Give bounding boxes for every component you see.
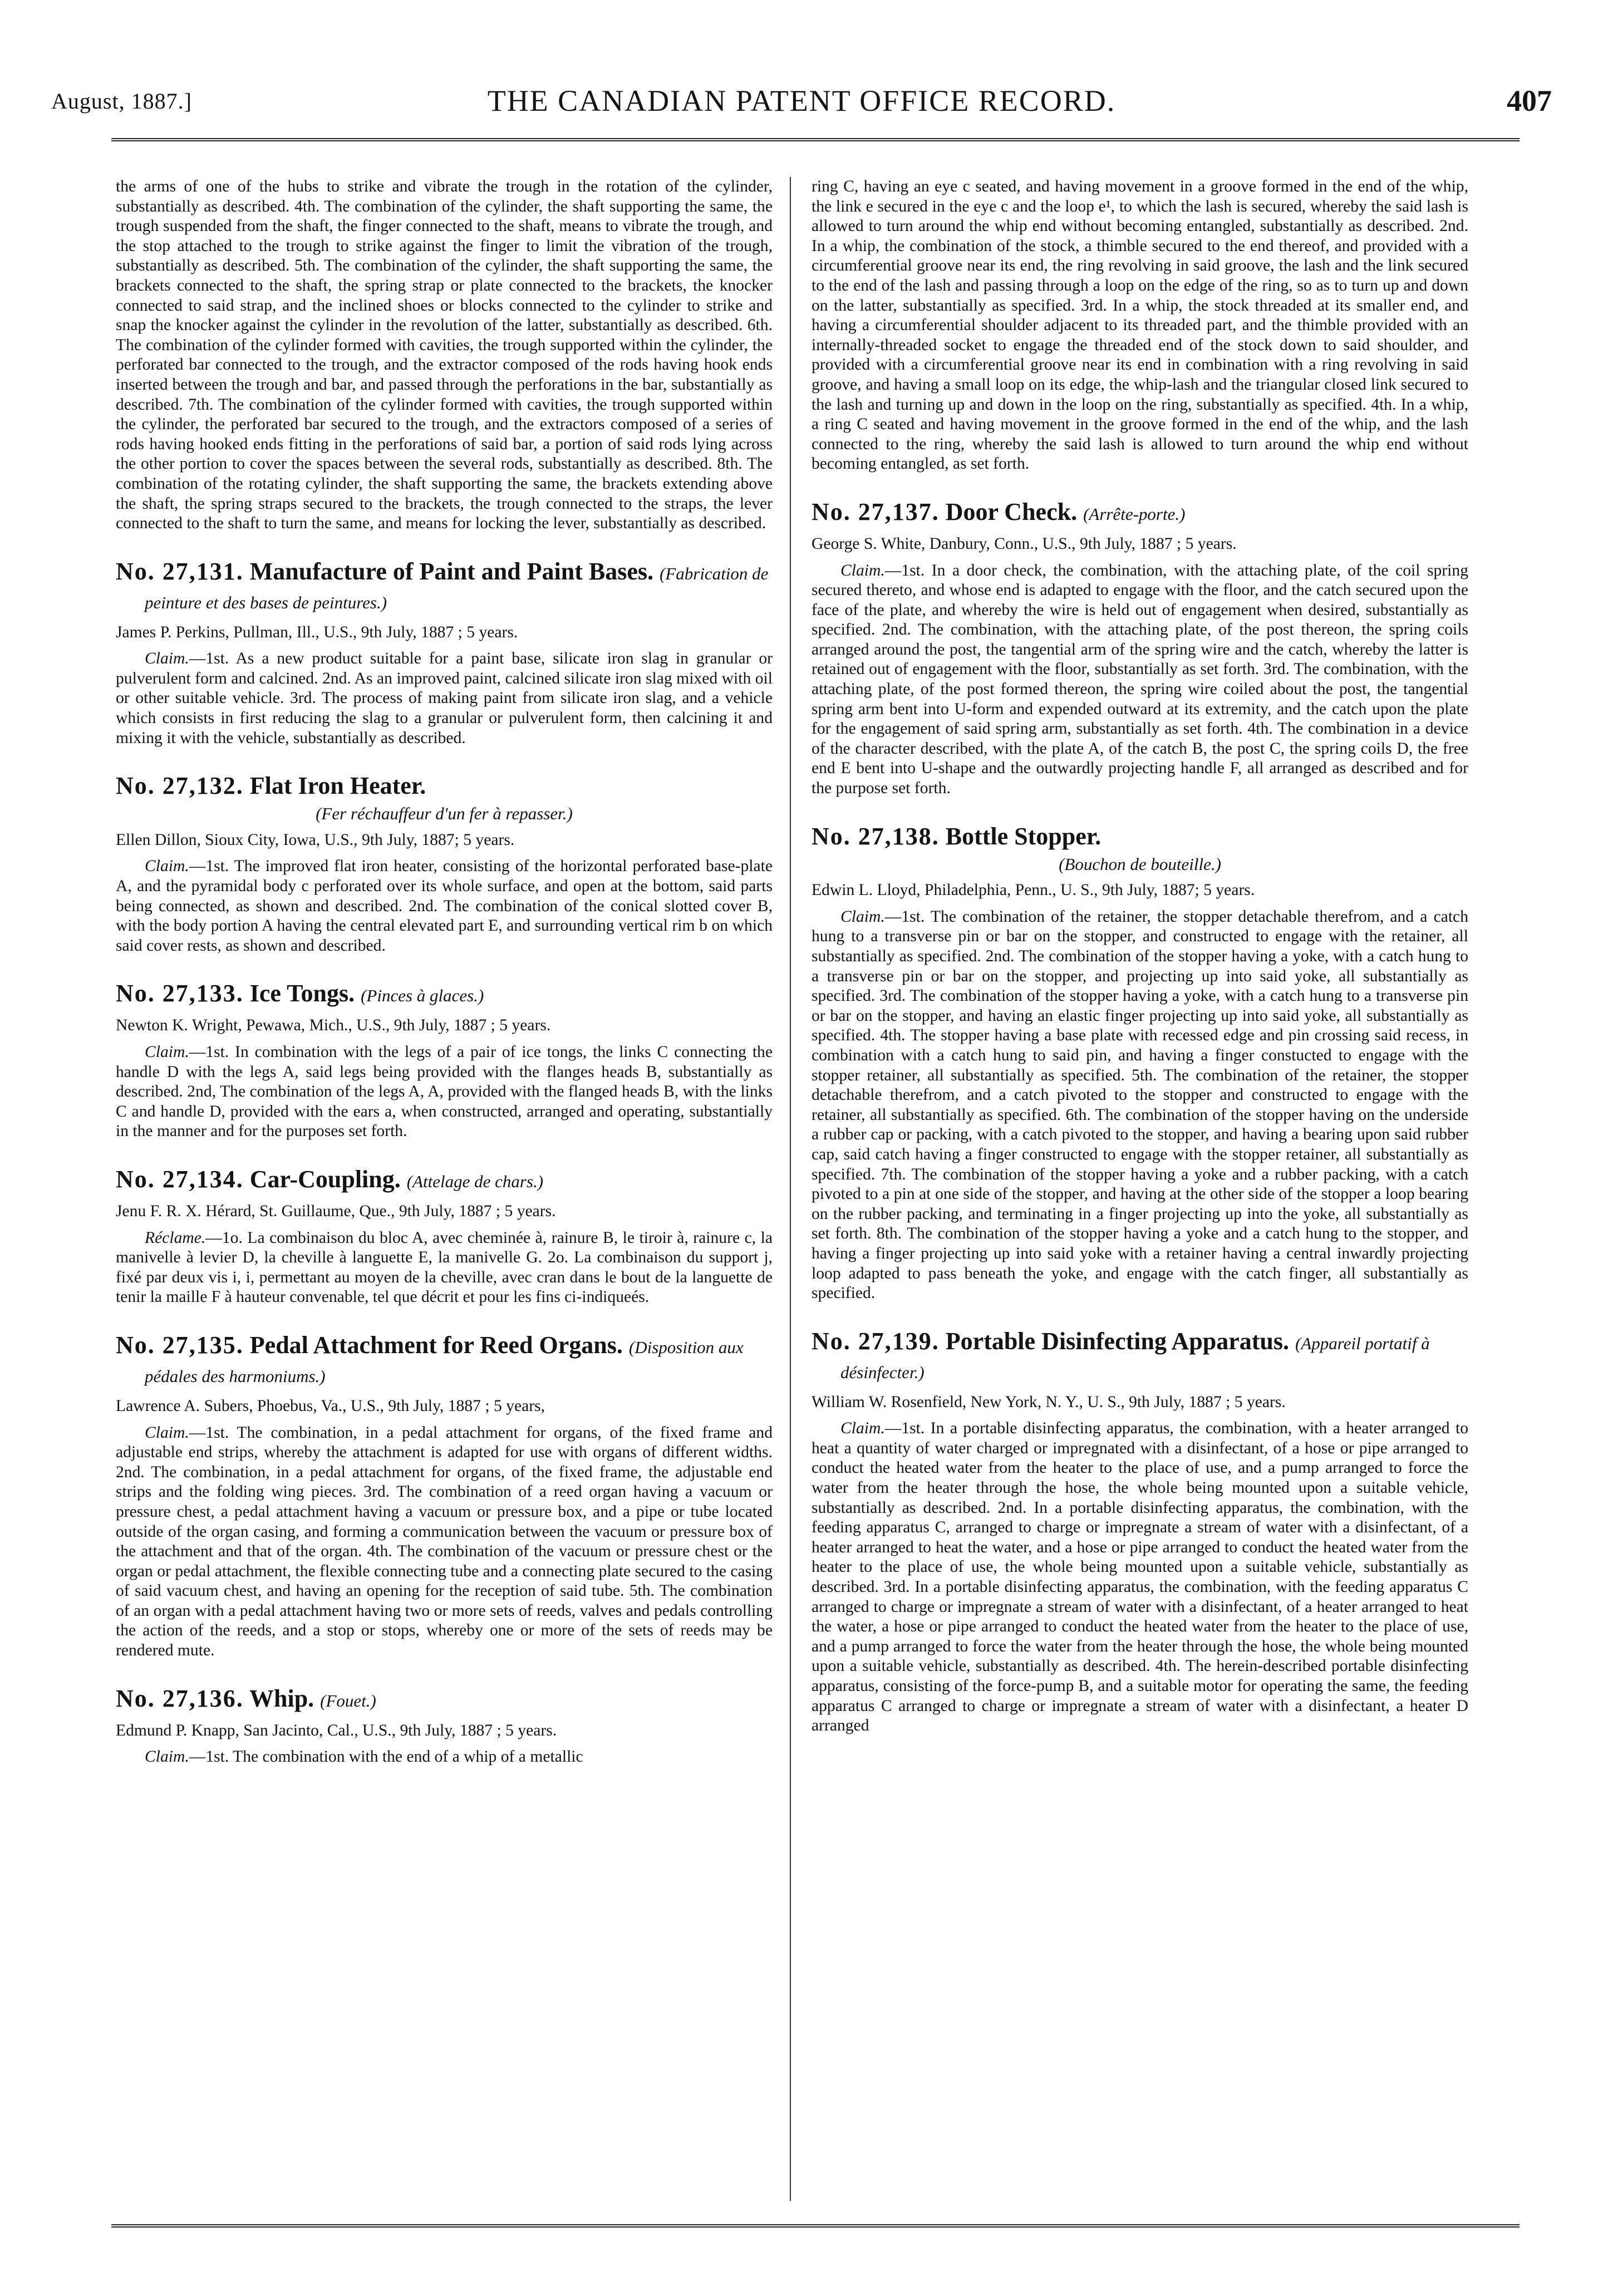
patent-number: No. 27,138. [812, 822, 940, 850]
patent-french-title: (Pinces à glaces.) [361, 986, 484, 1006]
patent-title: Ice Tongs. [249, 980, 355, 1007]
patent-heading [116, 1332, 773, 1390]
patent-number: No. 27,137. [812, 498, 940, 525]
inventor-line: Newton K. Wright, Pewawa, Mich., U.S., 9th July, 1887 ; 5 years. [116, 1016, 551, 1035]
column-divider [790, 177, 791, 2201]
footer-double-rule [111, 2224, 1520, 2228]
patent-title: Car-Coupling. [249, 1165, 401, 1193]
claim-text [116, 1747, 773, 1767]
patent-french-title: (Fouet.) [320, 1690, 376, 1710]
claim-body: —1st. The combination with the end of a whip of a metallic [189, 1748, 583, 1766]
patent-entry-27139 [812, 1328, 1468, 1736]
patent-title: Flat Iron Heater. [249, 772, 426, 800]
patent-french-title: (Appareil portatif à désinfecter.) [840, 1333, 1430, 1382]
header-double-rule [111, 138, 1520, 141]
patent-french-title: (Bouchon de bouteille.) [1059, 854, 1221, 874]
continued-claim-text: the arms of one of the hubs to strike and vibrate the trough in the rotation of the cylinder, substantially as described. 4th. The combination of the cylinder, the shaft supporting the same, the trough suspended from the shaft, the finger connected to the shaft, means to vibrate the trough, and the stop attached to the trough to strike against the finger to limit the vibration of the trough, substantially as described. 5th. The combination of the cylinder, the shaft supporting the same, the brackets connected to the shaft, the spring strap or plate connected to the brackets, the knocker connected to said strap, and the inclined shoes or blocks connected to the cylinder to strike and snap the knocker against the cylinder in the revolution of the latter, substantially as described. 6th. The combination of the cylinder formed with cavities, the trough supported within the cylinder, the perforated bar connected to the trough, and the extractor composed of the rods having hook ends inserted between the trough and bar, and passed through the perforations in the bar, substantially as described. 7th. The combination of the cylinder formed with cavities, the trough supported within the cylinder, the perforated bar secured to the trough, and the extractors composed of a series of rods having hooked ends fitting in the perforations of said bar, a portion of said rods lying across the other portion to cover the spaces between the several rods, substantially as described. 8th. The combination of the rotating cylinder, the shaft supporting the same, the brackets extending above the shaft, the spring straps secured to the brackets, the trough connected to the straps, the lever connected to the shaft to turn the same, and means for locking the lever, substantially as described. [116, 178, 773, 533]
patent-number: No. 27,132. [116, 772, 244, 800]
patent-heading [116, 1166, 773, 1195]
claim-body: —1st. The combination of the retainer, the stopper detachable therefrom, and a catch hung to a transverse pin or bar on the stopper, and constructed to engage with the retainer, all substantially as specified. 2nd. The combination of the stopper having a yoke, with a catch hung to a transverse pin or bar on the stopper, and projecting up into said yoke, all substantially as specified. 3rd. The combination of the stopper having a yoke, with a catch hung to a transverse pin or bar on the stopper, and having an elastic finger projecting up into said yoke, all substantially as specified. 4th. The stopper having a base plate with recessed edge and pin crossing said recess, in combination with a catch hung to said pin, and having a finger constucted to engage with the stopper retainer, all substantially as specified. 5th. The combination of the retainer, the stopper detachable therefrom, and a catch pivoted to the stopper and constructed to engage with the retainer, all substantially as specified. 6th. The combination of the stopper having on the underside a rubber cap or packing, with a catch pivoted to the stopper, and having a bearing upon said rubber cap, said catch having a finger constructed to engage with the stopper retainer, all substantially as specified. 7th. The combination of the stopper having a yoke and a rubber packing, with a catch pivoted to a pin at one side of the stopper, and having at the other side of the stopper a loop bearing on the rubber packing, and terminating in a finger projecting up into the yoke, all substantially as set forth. 8th. The combination of the stopper having a yoke and a catch hung to the stopper, and having a finger projecting up into said yoke with a retainer having a central inwardly projecting loop adapted to pass beneath the yoke, and engage with the catch finger, all substantially as specified. [812, 907, 1468, 1302]
patent-heading [116, 558, 773, 616]
claim-label: Claim. [145, 1043, 189, 1061]
patent-entry-27131 [116, 558, 773, 749]
claim-label: Claim. [145, 650, 189, 668]
patent-title: Whip. [249, 1684, 314, 1712]
page-number: 407 [1507, 84, 1552, 117]
claim-body: —1st. In combination with the legs of a pair of ice tongs, the links C connecting the handle D with the legs A, said legs being provided with the flanges heads B, substantially as described. 2nd, The combination of the legs A, A, provided with the flanged heads B, with the links C and handle D, provided with the ears a, when constructed, arranged and operating, substantially in the manner and for the purposes set forth. [116, 1043, 773, 1140]
claim-text [116, 1423, 773, 1661]
patent-number: No. 27,133. [116, 980, 244, 1007]
claim-body: —1st. As a new product suitable for a paint base, silicate iron slag in granular or pulverulent form and calcined. 2nd. As an improved paint, calcined silicate iron slag mixed with oil or other suitable vehicle. 3rd. The process of making paint from silicate iron slag, and a vehicle which consists in first reducing the slag to a granular or pulverulent form, then calcining it and mixing it with the vehicle, substantially as described. [116, 650, 773, 747]
claim-label: Claim. [145, 1748, 189, 1766]
inventor-line: Ellen Dillon, Sioux City, Iowa, U.S., 9th July, 1887; 5 years. [116, 830, 515, 849]
claim-label: Claim. [145, 1423, 189, 1442]
inventor-line: Jenu F. R. X. Hérard, St. Guillaume, Que., 9th July, 1887 ; 5 years. [116, 1202, 556, 1220]
patent-heading [812, 1328, 1468, 1386]
claim-label: Claim. [840, 561, 885, 579]
continued-claim-text: ring C, having an eye c seated, and having movement in a groove formed in the end of the whip, the link e secured in the eye c and the loop e¹, to which the lash is secured, whereby the said lash is allowed to turn around the whip end without becoming entangled, substantially as described. 2nd. In a whip, the combination of the stock, a thimble secured to the end thereof, and provided with a circumferential groove near its end, the ring revolving in said groove, the lash and the link secured to the end of the lash and passing through a loop on the edge of the ring, so as to turn up and down on the latter, substantially as specified. 3rd. In a whip, the stock threaded at its smaller end, and having a circumferential shoulder adjacent to its threaded part, and the thimble provided with an internally-threaded socket to engage the threaded end of the stock down to said shoulder, and provided with a circumferential groove near its end in combination with a ring revolving in said groove, and having a small loop on its edge, the whip-lash and the triangular closed link secured to the lash and turning up and down in the loop on the ring, substantially as specified. 4th. In a whip, a ring C seated and having movement in the groove formed in the end of the whip, and the lash connected to the ring, whereby the said lash is allowed to turn around the whip end without becoming entangled, as set forth. [812, 178, 1468, 473]
patent-title: Manufacture of Paint and Paint Bases. [249, 557, 653, 585]
claim-body: —1st. The combination, in a pedal attachment for organs, of the fixed frame and adjustable end strips, whereby the attachment is adapted for use with organs of different widths. 2nd. The combination, in a pedal attachment for organs, of the fixed frame, the adjustable end strips and the folding wing pieces. 3rd. The combination of a reed organ having a vacuum or pressure chest, a pedal attachment having a vacuum or pressure box, and a pipe or tube located outside of the organ casing, and forming a communication between the vacuum or pressure box of the attachment and that of the organ. 4th. The combination of the vacuum or pressure chest or the organ or pedal attachment, the flexible connecting tube and a connecting plate secured to the casing of said vacuum chest, and having an opening for the reception of said tube. 5th. The combination of an organ with a pedal attachment having two or more sets of reeds, valves and pedals controlling the action of the reeds, and a stop or stops, whereby one or more of the sets of reeds may be rendered mute. [116, 1423, 773, 1660]
inventor-line: Edmund P. Knapp, San Jacinto, Cal., U.S., 9th July, 1887 ; 5 years. [116, 1721, 557, 1739]
patent-entry-27137 [812, 499, 1468, 799]
patent-entry-27135 [116, 1332, 773, 1661]
patent-french-title: (Disposition aux pédales des harmoniums.) [145, 1337, 744, 1386]
inventor-line: Edwin L. Lloyd, Philadelphia, Penn., U. S., 9th July, 1887; 5 years. [812, 881, 1255, 899]
claim-body: —1o. La combinaison du bloc A, avec cheminée à, rainure B, le tiroir à, rainure c, la manivelle à levier D, la cheville à languette E, la manivelle G. 2o. La combinaison du support j, fixé par deux vis i, i, permettant au moyen de la cheville, avec cran dans le bout de la languette de tenir la maille F à hauteur convenable, tel que décrit et pour les fins ci-indiqueés. [116, 1228, 773, 1306]
claim-text [116, 1043, 773, 1142]
patent-title: Pedal Attachment for Reed Organs. [249, 1331, 623, 1359]
patent-entry-27132 [116, 773, 773, 956]
inventor-line: Lawrence A. Subers, Phoebus, Va., U.S., 9th July, 1887 ; 5 years, [116, 1397, 545, 1415]
inventor-line: William W. Rosenfield, New York, N. Y., U. S., 9th July, 1887 ; 5 years. [812, 1393, 1286, 1411]
patent-entry-27136 [116, 1685, 773, 1767]
claim-label: Claim. [840, 907, 885, 926]
claim-text [116, 857, 773, 956]
claim-label: Claim. [840, 1419, 885, 1438]
claim-label: Réclame. [145, 1228, 206, 1247]
claim-text [116, 1228, 773, 1307]
patent-french-title: (Fer réchauffeur d'un fer à repasser.) [316, 804, 573, 824]
claim-body: —1st. The improved flat iron heater, consisting of the horizontal perforated base-plate A, and the pyramidal body c perforated over its whole surface, and open at the bottom, said parts being connected, as shown and described. 2nd. The combination of the conical slotted cover B, with the body portion A having the central elevated part E, and surrounding vertical rim b on which said cover rests, as shown and described. [116, 857, 773, 955]
claim-body: —1st. In a portable disinfecting apparatus, the combination, with a heater arranged to heat a quantity of water charged or impregnated with a disinfectant, of a hose or pipe arranged to conduct the heated water from the heater to the place of use, and a pump arranged to force the water from the heater through the hose, the whole being mounted upon a suitable vehicle, substantially as described. 2nd. In a portable disinfecting apparatus, the combination, with the feeding apparatus C, arranged to charge or impregnate a stream of water with a disinfectant, of a heater arranged to heat the water, and a hose or pipe arranged to conduct the heated water from the heater to the place of use, the whole being mounted upon a suitable vehicle, substantially as described. 3rd. In a portable disinfecting apparatus, the combination, with the feeding apparatus C arranged to charge or impregnate a stream of water with a disinfectant, of a heater arranged to heat the water, a hose or pipe arranged to conduct the heated water from the heater to the place of use, and a pump arranged to force the water from the heater through the hose, the whole being mounted upon a suitable vehicle, substantially as described. 4th. The herein-described portable disinfecting apparatus, consisting of the force-pump B, and a suitable motor for operating the same, the feeding apparatus C arranged to charge or impregnate a stream of water with a disinfectant, a heater D arranged [812, 1419, 1468, 1735]
patent-title: Bottle Stopper. [945, 822, 1102, 850]
right-column [812, 177, 1468, 1736]
claim-text [812, 907, 1468, 1304]
publication-title: THE CANADIAN PATENT OFFICE RECORD. [487, 84, 1116, 117]
left-column [116, 177, 773, 1767]
patent-french-title: (Fabrication de peinture et des bases de peintures.) [145, 563, 769, 612]
patent-french-title: (Attelage de chars.) [406, 1171, 544, 1191]
patent-number: No. 27,131. [116, 557, 244, 585]
claim-body: —1st. In a door check, the combination, with the attaching plate, of the coil spring secured thereto, and whose end is adapted to engage with the floor, and the catch secured upon the face of the plate, and whereby the wire is held out of engagement when desired, substantially as specified. 2nd. The combination, with the attaching plate, of the post thereon, the spring coils arranged around the post, the tangential arm of the spring wire and the catch, whereby the latter is retained out of engagement with the floor, substantially as set forth. 3rd. The combination, with the attaching plate, of the post formed thereon, the spring wire coiled about the post, the tangential spring arm bent into U-form and expended outward at its extremity, and the catch upon the plate for the engagement of said spring arm, substantially as set forth. 4th. The combination in a device of the character described, with the plate A, of the catch B, the post C, the spring coils D, the free end E bent into U-shape and the outwardly projecting handle F, all arranged as described and for the purpose set forth. [812, 561, 1468, 798]
patent-number: No. 27,134. [116, 1165, 244, 1193]
patent-entry-27138 [812, 823, 1468, 1304]
patent-title: Door Check. [945, 498, 1078, 525]
claim-text [812, 561, 1468, 799]
inventor-line: George S. White, Danbury, Conn., U.S., 9th July, 1887 ; 5 years. [812, 534, 1237, 553]
patent-title: Portable Disinfecting Apparatus. [945, 1327, 1290, 1355]
patent-heading [812, 823, 1468, 850]
patent-entry-27133 [116, 980, 773, 1142]
patent-number: No. 27,136. [116, 1684, 244, 1712]
patent-heading [116, 1685, 773, 1714]
patent-entry-27134 [116, 1166, 773, 1307]
issue-date: August, 1887.] [51, 89, 192, 114]
claim-text [812, 1419, 1468, 1736]
patent-french-title: (Arrête-porte.) [1083, 504, 1186, 524]
patent-number: No. 27,139. [812, 1327, 940, 1355]
inventor-line: James P. Perkins, Pullman, Ill., U.S., 9th July, 1887 ; 5 years. [116, 623, 518, 641]
patent-heading [812, 499, 1468, 528]
claim-text [116, 649, 773, 748]
patent-number: No. 27,135. [116, 1331, 244, 1359]
patent-heading [116, 980, 773, 1009]
patent-heading [116, 773, 773, 799]
claim-label: Claim. [145, 857, 189, 876]
page-header [51, 83, 1552, 122]
